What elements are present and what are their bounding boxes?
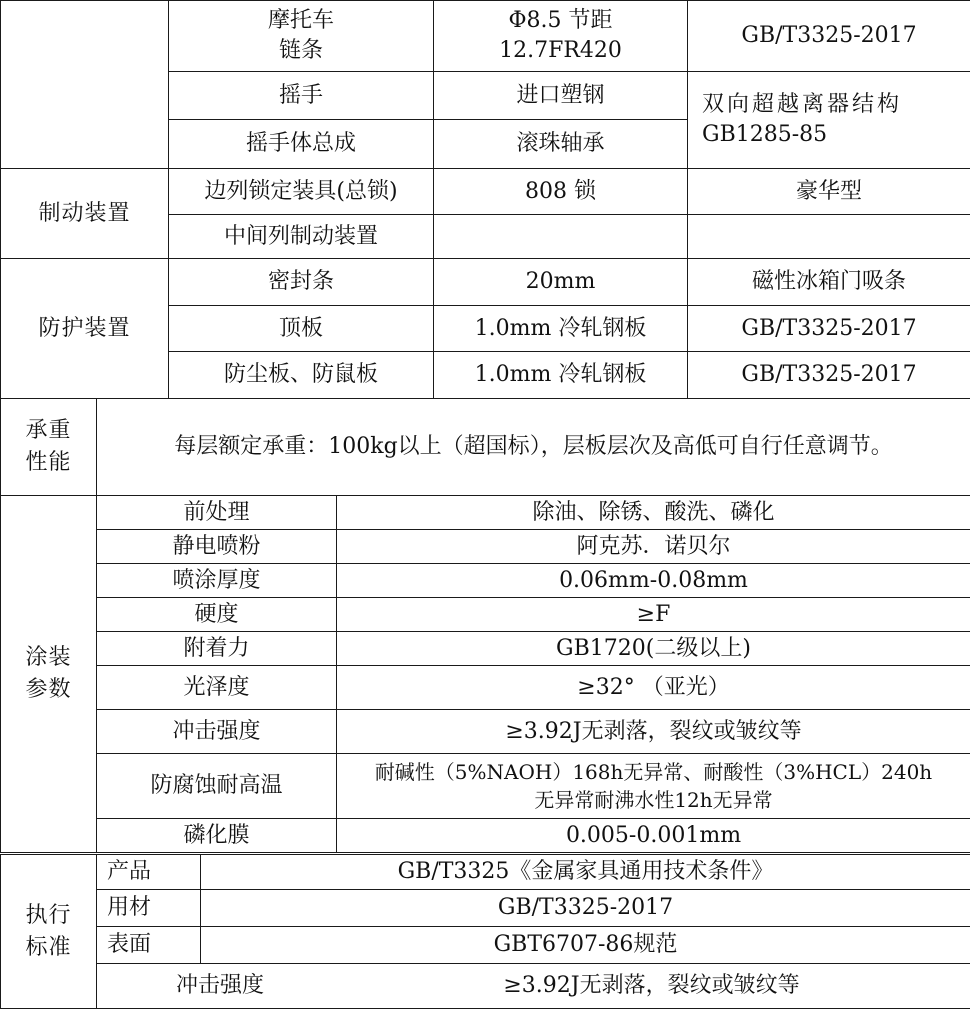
standard-label: 用材 xyxy=(97,890,201,927)
coating-label: 防腐蚀耐高温 xyxy=(97,754,337,819)
coating-value: 除油、除锈、酸洗、磷化 xyxy=(337,496,970,530)
spec-cell: 1.0mm 冷轧钢板 xyxy=(434,306,688,352)
coating-label: 静电喷粉 xyxy=(97,530,337,564)
coating-value: ≥F xyxy=(337,598,970,632)
item-cell: 摇手体总成 xyxy=(169,120,434,169)
note-cell: 磁性冰箱门吸条 xyxy=(688,259,970,306)
spec-cell xyxy=(434,215,688,259)
item-cell: 摩托车 链条 xyxy=(169,1,434,72)
note-cell: GB/T3325-2017 xyxy=(688,306,970,352)
standard-section-label: 执行 标准 xyxy=(1,855,97,1009)
brake-section-label: 制动装置 xyxy=(1,169,169,259)
impact-value: ≥3.92J无剥落，裂纹或皱纹等 xyxy=(503,973,800,998)
coating-value: 阿克苏．诺贝尔 xyxy=(337,530,970,564)
note-cell: 双向超越离器结构 GB1285-85 xyxy=(688,72,970,169)
item-cell: 顶板 xyxy=(169,306,434,352)
standard-value: GB/T3325《金属家具通用技术条件》 xyxy=(201,855,970,890)
item-cell: 防尘板、防鼠板 xyxy=(169,352,434,399)
coating-label: 前处理 xyxy=(97,496,337,530)
coating-value: GB1720(二级以上) xyxy=(337,632,970,666)
spec-cell: 滚珠轴承 xyxy=(434,120,688,169)
coating-table xyxy=(0,495,970,853)
protect-section-label: 防护装置 xyxy=(1,259,169,399)
standard-value: GB/T3325-2017 xyxy=(201,890,970,927)
spec-cell: 1.0mm 冷轧钢板 xyxy=(434,352,688,399)
standard-label: 表面 xyxy=(97,927,201,964)
spec-cell: Φ8.5 节距 12.7FR420 xyxy=(434,1,688,72)
coating-value: 0.005-0.001mm xyxy=(337,819,970,853)
standard-label: 产品 xyxy=(97,855,201,890)
coating-label: 冲击强度 xyxy=(97,710,337,754)
load-section-label: 承重 性能 xyxy=(1,399,97,496)
note-cell: GB/T3325-2017 xyxy=(688,1,970,72)
coating-value: ≥32° （亚光） xyxy=(337,666,970,710)
parts-table xyxy=(0,0,970,399)
note-cell: 豪华型 xyxy=(688,169,970,215)
coating-section-label: 涂装 参数 xyxy=(1,496,97,853)
section-cell-empty xyxy=(1,1,169,169)
item-cell: 边列锁定装具(总锁) xyxy=(169,169,434,215)
item-cell: 中间列制动装置 xyxy=(169,215,434,259)
spec-cell: 20mm xyxy=(434,259,688,306)
item-cell: 密封条 xyxy=(169,259,434,306)
load-table xyxy=(0,398,970,496)
coating-value: 0.06mm-0.08mm xyxy=(337,564,970,598)
impact-label: 冲击强度 xyxy=(175,973,264,998)
spec-cell: 808 锁 xyxy=(434,169,688,215)
note-cell: GB/T3325-2017 xyxy=(688,352,970,399)
coating-label: 光泽度 xyxy=(97,666,337,710)
coating-value: 耐碱性（5%NAOH）168h无异常、耐酸性（3%HCL）240h 无异常耐沸水性12h无异常 xyxy=(337,754,970,819)
impact-cell xyxy=(97,964,970,1009)
spec-cell: 进口塑钢 xyxy=(434,72,688,120)
coating-label: 磷化膜 xyxy=(97,819,337,853)
standard-table xyxy=(0,854,970,1009)
standard-value: GBT6707-86规范 xyxy=(201,927,970,964)
item-cell: 摇手 xyxy=(169,72,434,120)
note-cell xyxy=(688,215,970,259)
coating-value: ≥3.92J无剥落，裂纹或皱纹等 xyxy=(337,710,970,754)
coating-label: 硬度 xyxy=(97,598,337,632)
load-description: 每层额定承重：100kg以上（超国标），层板层次及高低可自行任意调节。 xyxy=(97,399,970,496)
coating-label: 附着力 xyxy=(97,632,337,666)
coating-label: 喷涂厚度 xyxy=(97,564,337,598)
